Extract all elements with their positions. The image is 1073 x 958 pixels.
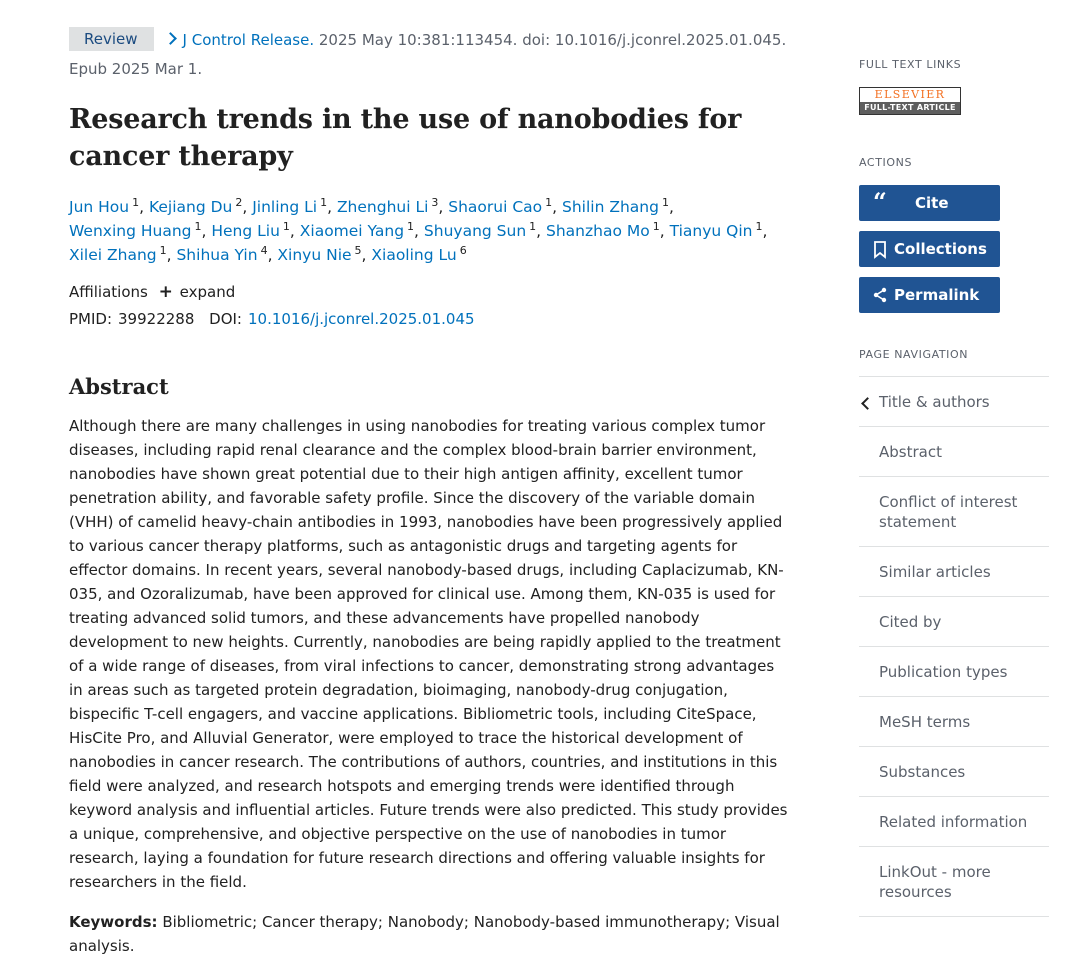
- author-link[interactable]: Tianyu Qin: [669, 222, 753, 240]
- epub-date: Epub 2025 Mar 1.: [69, 60, 203, 78]
- page-nav-label: Cited by: [879, 613, 942, 631]
- bookmark-icon: [873, 231, 887, 280]
- author-separator: ,: [361, 246, 372, 264]
- page-nav-item[interactable]: [859, 427, 1049, 477]
- page-nav-item[interactable]: [859, 797, 1049, 847]
- identifiers-row: [69, 307, 791, 331]
- page-nav-label: LinkOut - more resources: [879, 863, 991, 901]
- affiliation-number[interactable]: 1: [282, 220, 290, 233]
- author-separator: ,: [201, 222, 212, 240]
- page-nav-item[interactable]: [859, 747, 1049, 797]
- abstract-heading: Abstract: [69, 374, 169, 399]
- page-nav-label: Substances: [879, 763, 966, 781]
- journal-link[interactable]: J Control Release.: [182, 31, 315, 49]
- affiliation-number[interactable]: 1: [652, 220, 660, 233]
- svg-text:“: “: [873, 187, 887, 216]
- affiliation-number[interactable]: 5: [354, 244, 362, 257]
- plus-icon: +: [158, 282, 173, 302]
- affiliation-number[interactable]: 1: [529, 220, 537, 233]
- page-navigation-heading: PAGE NAVIGATION: [859, 348, 969, 361]
- collections-label: Collections: [894, 240, 987, 258]
- author-link[interactable]: Shihua Yin: [176, 246, 258, 264]
- author-link[interactable]: Heng Liu: [211, 222, 280, 240]
- affiliation-number[interactable]: 1: [755, 220, 763, 233]
- affiliations-label: Affiliations: [69, 283, 148, 301]
- page-nav-label: Related information: [879, 813, 1028, 831]
- keywords-label: Keywords:: [69, 913, 158, 931]
- author-separator: ,: [552, 198, 563, 216]
- author-link[interactable]: Shilin Zhang: [562, 198, 659, 216]
- doi-link[interactable]: 10.1016/j.jconrel.2025.01.045: [248, 310, 475, 328]
- elsevier-logo-text: ELSEVIER: [860, 88, 960, 102]
- page-nav-item[interactable]: [859, 547, 1049, 597]
- author-separator: ,: [166, 246, 177, 264]
- author-link[interactable]: Zhenghui Li: [336, 198, 429, 216]
- affiliation-number[interactable]: 4: [260, 244, 268, 257]
- author-link[interactable]: Xilei Zhang: [69, 246, 157, 264]
- page-nav-item[interactable]: [859, 477, 1049, 547]
- page-nav-item[interactable]: [859, 697, 1049, 747]
- affiliations-row: [69, 280, 791, 304]
- affiliation-number[interactable]: 2: [235, 196, 243, 209]
- article-title: Research trends in the use of nanobodies for cancer therapy: [69, 104, 742, 172]
- cite-label: Cite: [915, 194, 949, 212]
- author-link[interactable]: Jun Hou: [69, 198, 130, 216]
- citation-line: [69, 26, 791, 55]
- author-link[interactable]: Xiaomei Yang: [299, 222, 405, 240]
- review-badge: Review: [69, 27, 154, 51]
- author-separator: ,: [438, 198, 449, 216]
- author-separator: ,: [536, 222, 546, 240]
- keywords-value: Bibliometric; Cancer therapy; Nanobody; Nanobody-based immunotherapy; Visual analysis.: [69, 913, 780, 955]
- affiliation-number[interactable]: 1: [407, 220, 415, 233]
- full-text-article-label: FULL-TEXT ARTICLE: [864, 103, 956, 112]
- author-link[interactable]: Kejiang Du: [148, 198, 233, 216]
- author-separator: ,: [139, 198, 149, 216]
- affiliations-expand-button[interactable]: [159, 283, 236, 301]
- page-nav-label: MeSH terms: [879, 713, 971, 731]
- expand-label: expand: [179, 283, 236, 301]
- author-link[interactable]: Xinyu Nie: [277, 246, 352, 264]
- affiliation-number[interactable]: 1: [545, 196, 553, 209]
- affiliation-number[interactable]: 6: [459, 244, 467, 257]
- cite-button[interactable]: [859, 185, 1000, 221]
- page-nav-label: Similar articles: [879, 563, 991, 581]
- author-separator: ,: [668, 198, 674, 216]
- affiliation-number[interactable]: 1: [132, 196, 140, 209]
- citation-details: 2025 May 10:381:113454. doi: 10.1016/j.jconrel.2025.01.045.: [318, 31, 787, 49]
- page-nav-item[interactable]: [859, 597, 1049, 647]
- full-text-links-heading: FULL TEXT LINKS: [859, 58, 962, 71]
- author-link[interactable]: Shuyang Sun: [423, 222, 527, 240]
- affiliation-number[interactable]: 1: [194, 220, 202, 233]
- share-icon: [873, 277, 887, 326]
- authors-list: [69, 195, 791, 267]
- author-separator: ,: [267, 246, 278, 264]
- chevron-left-icon: [861, 397, 874, 410]
- doi-label: DOI:: [209, 310, 242, 328]
- pmid-label: PMID:: [69, 310, 113, 328]
- actions-heading: ACTIONS: [859, 156, 913, 169]
- page-navigation: [859, 376, 1049, 917]
- page-nav-label: Publication types: [879, 663, 1008, 681]
- affiliation-number[interactable]: 1: [661, 196, 669, 209]
- affiliation-number[interactable]: 3: [431, 196, 439, 209]
- sidebar: [859, 57, 1049, 917]
- author-link[interactable]: Xiaoling Lu: [371, 246, 457, 264]
- abstract-text: Although there are many challenges in using nanobodies for treating various complex tumor diseases, including rapid renal clearance and the complex blood-brain barrier environment, nanobodies have shown great potential due to their high antigen affinity, excellent tumor penetration ability, and favorable safety profile. Since the discovery of the variable domain (VHH) of camelid heavy-chain antibodies in 1993, nanobodies have been progressively applied to various cancer therapy platforms, such as antagonistic drugs and targeting agents for effector domains. In recent years, several nanobody-based drugs, including Caplacizumab, KN-035, and Ozoralizumab, have been approved for clinical use. Among them, KN-035 is used for treating advanced solid tumors, and these advancements have propelled nanobody development to new heights. Currently, nanobodies are being rapidly applied to the treatment of a wide range of diseases, from viral infections to cancer, demonstrating strong advantages in areas such as targeted protein degradation, bioimaging, nanobody-drug conjugation, bispecific T-cell engagers, and vaccine applications. Bibliometric tools, including CiteSpace, HisCite Pro, and Alluvial Generator, were employed to trace the historical development of nanobodies in cancer research. The contributions of authors, countries, and institutions in this field were analyzed, and research hotspots and emerging trends were identified through keyword analysis and influential articles. Future trends were also predicted. This study provides a unique, comprehensive, and objective perspective on the use of nanobodies in tumor research, laying a foundation for future research directions and offering valuable insights for researchers in the field.: [69, 417, 788, 891]
- elsevier-full-text-link[interactable]: [859, 87, 961, 115]
- affiliation-number[interactable]: 1: [320, 196, 328, 209]
- author-link[interactable]: Shaorui Cao: [448, 198, 543, 216]
- article-main: [69, 26, 791, 958]
- author-link[interactable]: Shanzhao Mo: [546, 222, 650, 240]
- quote-icon: [873, 185, 889, 234]
- author-separator: ,: [242, 198, 253, 216]
- page-nav-item[interactable]: [859, 847, 1049, 917]
- author-separator: ,: [414, 222, 424, 240]
- author-separator: ,: [659, 222, 670, 240]
- page-nav-label: Title & authors: [879, 393, 990, 411]
- page-nav-item[interactable]: [859, 376, 1049, 427]
- permalink-label: Permalink: [894, 286, 980, 304]
- page-nav-label: Abstract: [879, 443, 942, 461]
- author-link[interactable]: Jinling Li: [252, 198, 318, 216]
- affiliation-number[interactable]: 1: [159, 244, 167, 257]
- author-separator: ,: [327, 198, 337, 216]
- author-link[interactable]: Wenxing Huang: [69, 222, 192, 240]
- chevron-right-icon: [164, 32, 177, 45]
- author-separator: ,: [289, 222, 300, 240]
- collections-button[interactable]: [859, 231, 1000, 267]
- author-separator: ,: [762, 222, 768, 240]
- keywords: [69, 910, 791, 958]
- permalink-button[interactable]: [859, 277, 1000, 313]
- pmid-value: 39922288: [118, 310, 195, 328]
- page-nav-label: Conflict of interest statement: [879, 493, 1018, 531]
- page-nav-item[interactable]: [859, 647, 1049, 697]
